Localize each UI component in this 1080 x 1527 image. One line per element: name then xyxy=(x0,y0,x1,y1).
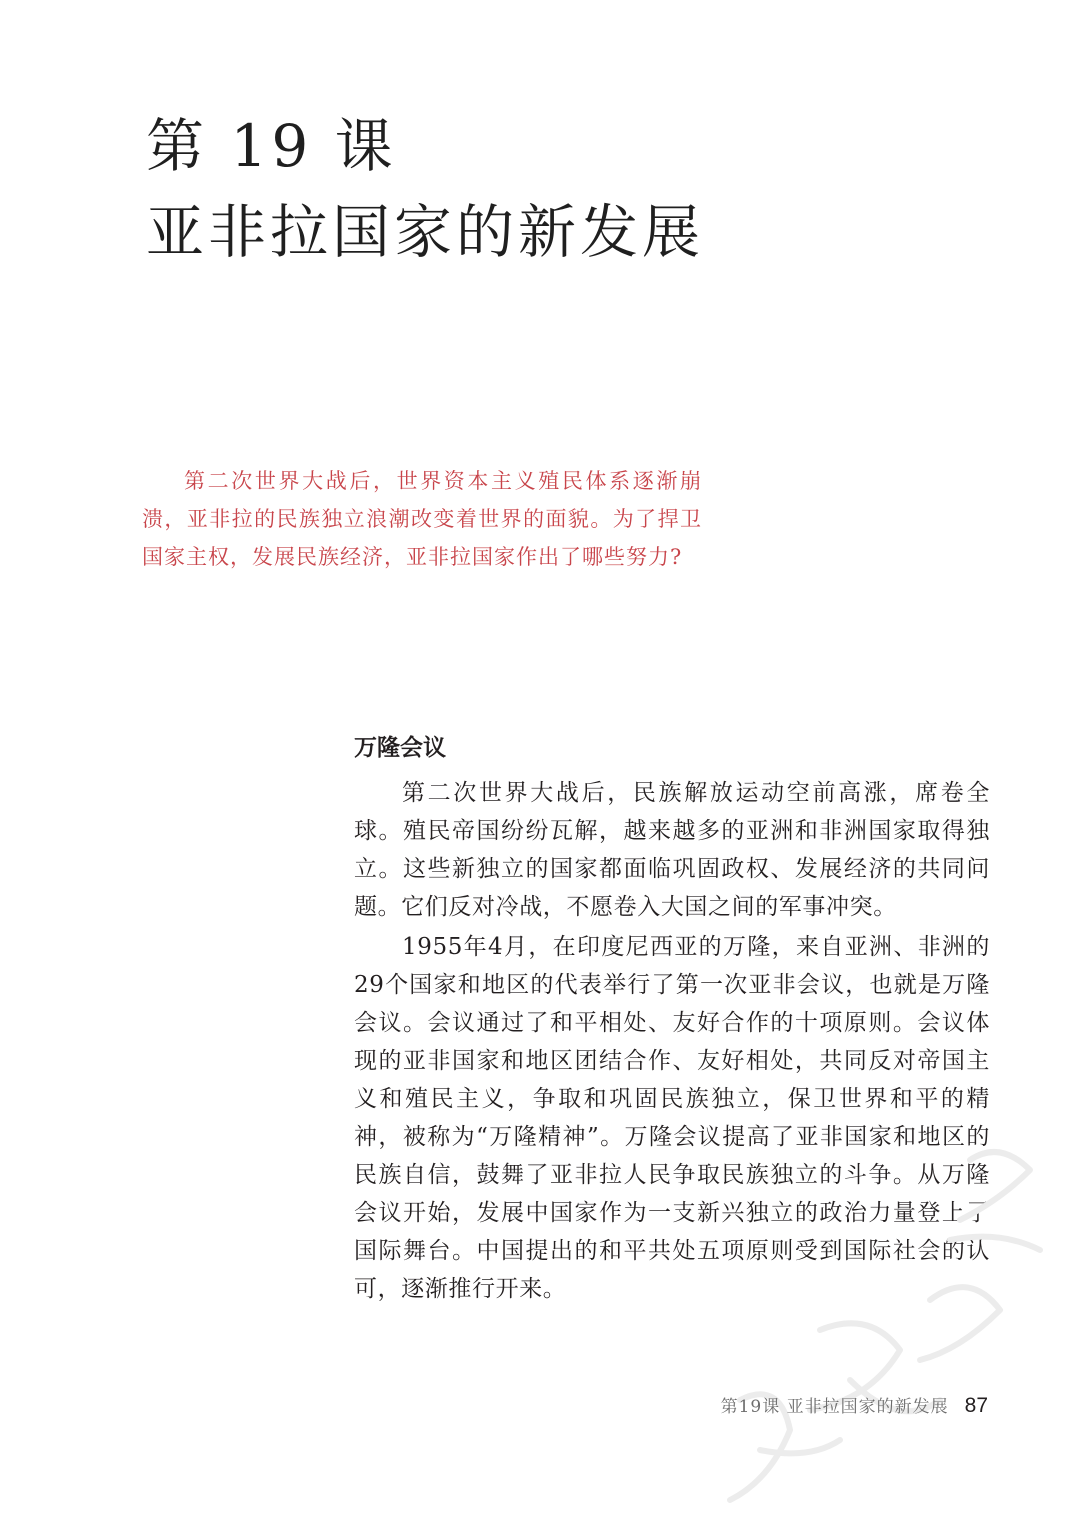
paragraph: 1955年4月，在印度尼西亚的万隆，来自亚洲、非洲的29个国家和地区的代表举行了第一次亚非会议，也就是万隆会议。会议通过了和平相处、友好合作的十项原则。会议体现的亚非国家和地区团结合作、友好相处，共同反对帝国主义和殖民主义，争取和巩固民族独立，保卫世界和平的精神，被称为“万隆精神”。万隆会议提高了亚非国家和地区的民族自信，鼓舞了亚非拉人民争取民族独立的斗争。从万隆会议开始，发展中国家作为一支新兴独立的政治力量登上了国际舞台。中国提出的和平共处五项原则受到国际社会的认可，逐渐推行开来。 xyxy=(354,934,990,1302)
section-heading: 万隆会议 xyxy=(354,735,446,761)
lesson-name: 亚非拉国家的新发展 xyxy=(146,198,705,266)
lesson-number: 第 19 课 xyxy=(146,112,397,180)
lesson-intro: 第二次世界大战后，世界资本主义殖民体系逐渐崩溃，亚非拉的民族独立浪潮改变着世界的面貌。为了捍卫国家主权，发展民族经济，亚非拉国家作出了哪些努力? xyxy=(142,469,702,569)
page-footer xyxy=(721,1392,988,1418)
paragraph: 第二次世界大战后，民族解放运动空前高涨，席卷全球。殖民帝国纷纷瓦解，越来越多的亚洲和非洲国家取得独立。这些新独立的国家都面临巩固政权、发展经济的共同问题。它们反对冷战，不愿卷入大国之间的军事冲突。 xyxy=(354,780,990,920)
lesson-title xyxy=(146,108,704,270)
running-head: 第19课 亚非拉国家的新发展 xyxy=(720,1397,949,1417)
page-number: 87 xyxy=(964,1394,988,1417)
section-bandung-conference xyxy=(354,728,990,1310)
